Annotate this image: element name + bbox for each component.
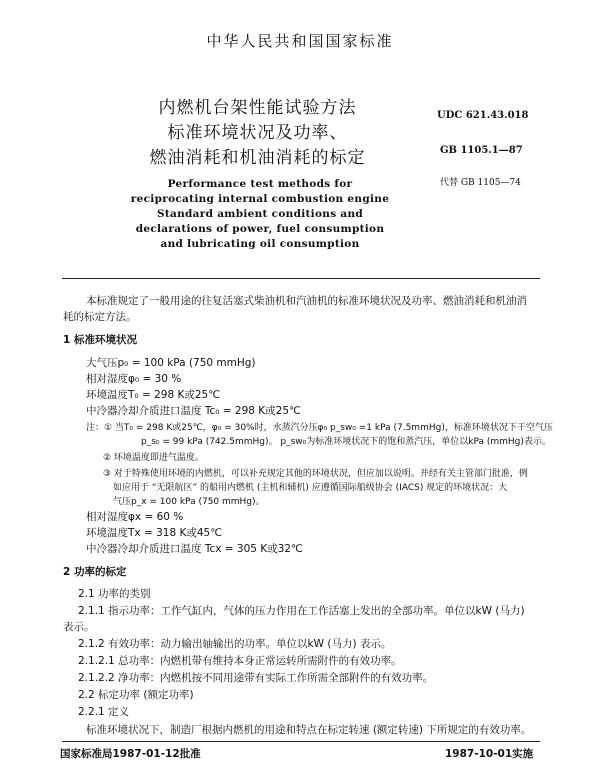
intro-line: 本标准规定了一般用途的往复活塞式柴油机和汽油机的标准环境状况及功率、燃油消耗和机油消 bbox=[86, 295, 527, 307]
note-line: ② 环境温度即进气温度。 bbox=[103, 453, 204, 463]
approval-date: 国家标准局1987-01-12批准 bbox=[60, 748, 201, 760]
replaces-code: 代替 GB 1105—74 bbox=[440, 178, 521, 188]
english-title-line: reciprocating internal combustion engine bbox=[130, 193, 390, 205]
note-line: 如应用于 “无限航区” 的船用内燃机 (主机和辅机) 应遵循国际船级协会 (IACS) 规定的环境状况：大 bbox=[113, 483, 508, 493]
doc-header: 中华人民共和国国家标准 bbox=[206, 32, 394, 50]
title-line-2: 标准环境状况及功率、 bbox=[167, 123, 348, 143]
condition-item: 环境温度Tx = 318 K或45℃ bbox=[86, 527, 223, 539]
clause-2-2-1: 2.2.1 定义 bbox=[78, 706, 130, 718]
english-title-line: declarations of power, fuel consumption bbox=[135, 223, 385, 235]
section-1-heading: 1 标准环境状况 bbox=[63, 334, 137, 346]
clause-2-1-2: 2.1.2 有效功率：动力输出轴输出的功率。单位以kW (马力) 表示。 bbox=[78, 638, 392, 650]
clause-2-2: 2.2 标定功率 (额定功率) bbox=[78, 689, 194, 701]
clause-2-1: 2.1 功率的类别 bbox=[78, 588, 151, 600]
effective-date: 1987-10-01实施 bbox=[445, 748, 534, 760]
english-title-line: and lubricating oil consumption bbox=[160, 238, 360, 250]
clause-2-1-1-cont: 表示。 bbox=[63, 621, 95, 633]
condition-item: 环境温度T₀ = 298 K或25℃ bbox=[86, 389, 221, 401]
note-line: 气压p_x = 100 kPa (750 mmHg)。 bbox=[113, 497, 265, 507]
clause-2-1-2-2: 2.1.2.2 净功率：内燃机按不同用途带有实际工作所需全部附件的有效功率。 bbox=[78, 672, 434, 684]
intro-line: 耗的标定方法。 bbox=[63, 311, 137, 323]
condition-item: 相对湿度φ₀ = 30 % bbox=[86, 373, 182, 385]
condition-item: 相对湿度φx = 60 % bbox=[86, 511, 184, 523]
udc-code: UDC 621.43.018 bbox=[437, 110, 529, 121]
footer-divider bbox=[62, 741, 540, 742]
english-title-line: Standard ambient conditions and bbox=[156, 208, 364, 220]
title-line-1: 内燃机台架性能试验方法 bbox=[158, 98, 357, 118]
note-line: p_s₀ = 99 kPa (742.5mmHg)。 p_sw₀为标准环境状况下的饱和蒸汽压，单位以kPa (mmHg)表示。 bbox=[141, 437, 551, 447]
condition-item: 中冷器冷却介质进口温度 Tc₀ = 298 K或25℃ bbox=[86, 405, 301, 417]
english-title-line: Performance test methods for bbox=[167, 178, 353, 190]
clause-2-2-1-text: 标准环境状况下，制造厂根据内燃机的用途和特点在标定转速 (额定转速) 下所规定的有效功率。 bbox=[86, 724, 532, 736]
gb-code: GB 1105.1—87 bbox=[440, 145, 523, 156]
section-2-heading: 2 功率的标定 bbox=[63, 566, 127, 578]
header-divider bbox=[62, 278, 540, 279]
note-line: ③ 对于特殊使用环境的内燃机，可以补充规定其他的环境状况，但应加以说明。并经有关主管部门批准，例 bbox=[103, 469, 528, 479]
title-line-3: 燃油消耗和机油消耗的标定 bbox=[149, 148, 366, 168]
clause-2-1-1: 2.1.1 指示功率：工作气缸内，气体的压力作用在工作活塞上发出的全部功率。单位以kW (马力) bbox=[78, 605, 525, 617]
condition-item: 大气压p₀ = 100 kPa (750 mmHg) bbox=[86, 357, 256, 369]
clause-2-1-2-1: 2.1.2.1 总功率：内燃机带有维持本身正常运转所需附件的有效功率。 bbox=[78, 655, 402, 667]
condition-item: 中冷器冷却介质进口温度 Tcx = 305 K或32℃ bbox=[86, 543, 303, 555]
note-line: 注：① 当T₀ = 298 K或25℃，φ₀ = 30%时，水蒸汽分压φ₀ p_sw₀ =1 kPa (7.5mmHg)，标准环境状况下干空气压 bbox=[86, 423, 553, 433]
